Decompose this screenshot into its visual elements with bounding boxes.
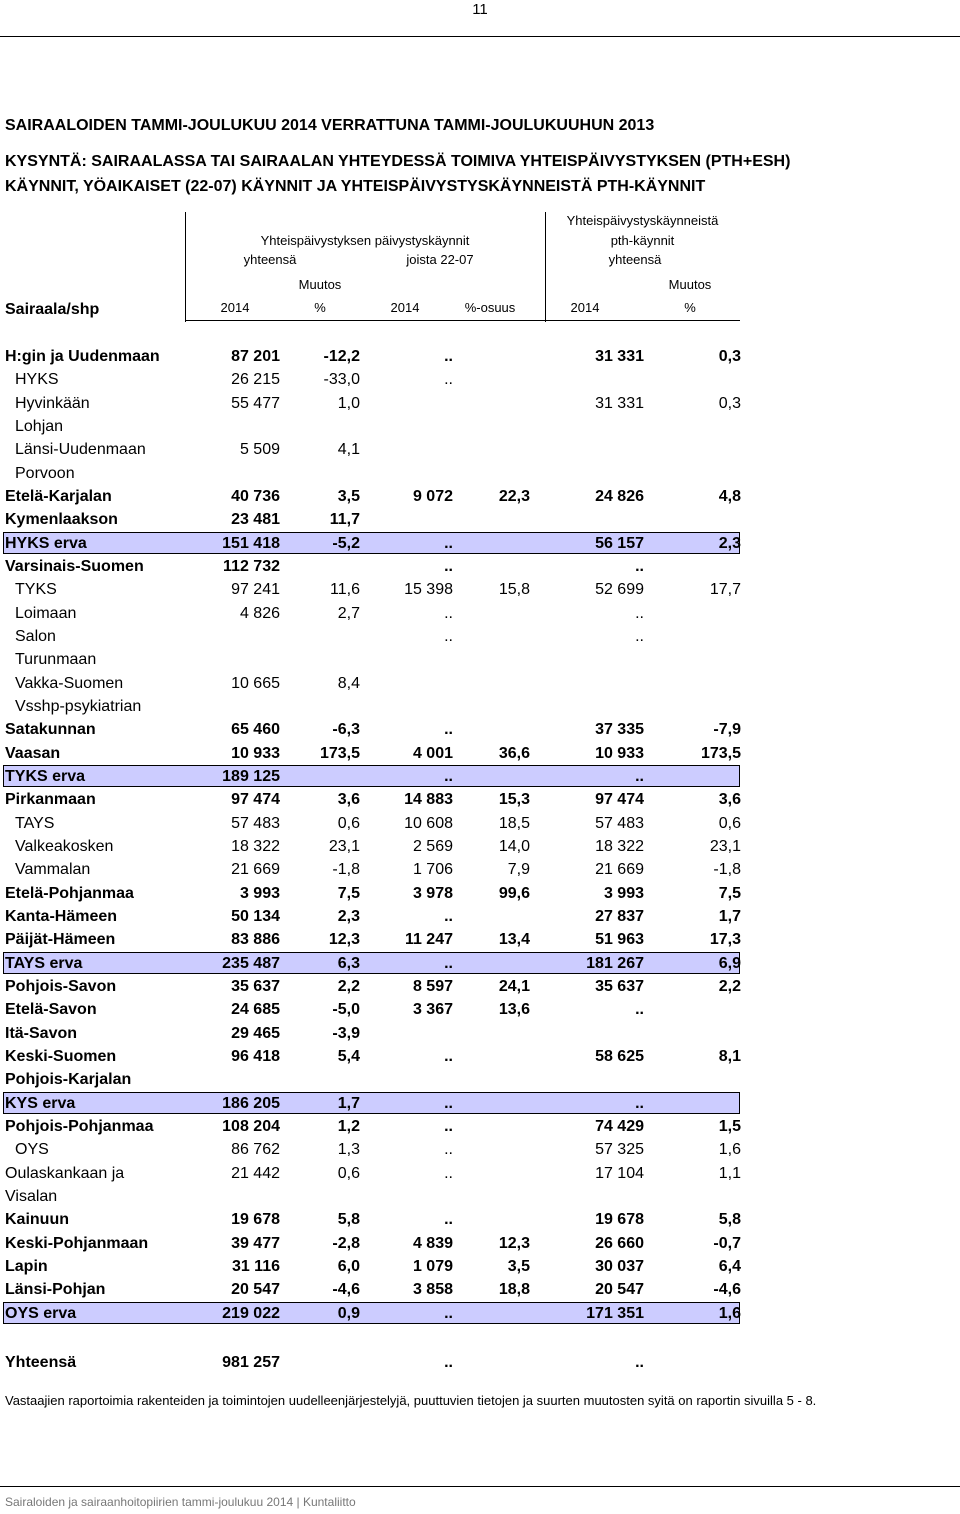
table-row — [0, 812, 960, 835]
row-name: Itä-Savon — [5, 1024, 78, 1042]
table-row — [0, 392, 960, 415]
table-row — [0, 485, 960, 508]
cell-v3: 3 858 — [412, 1281, 453, 1299]
cell-v2: 3,6 — [337, 791, 360, 809]
cell-v2: 1,3 — [337, 1141, 360, 1159]
header-underline-group2 — [545, 320, 740, 321]
table-row — [0, 742, 960, 765]
cell-v4: 18,8 — [498, 1281, 530, 1299]
cell-v3: .. — [444, 954, 453, 972]
cell-v2: 2,3 — [337, 907, 360, 925]
cell-v1: 19 678 — [231, 1211, 280, 1229]
row-name: Varsinais-Suomen — [5, 557, 144, 575]
table-row — [0, 625, 960, 648]
cell-v5: 10 933 — [595, 744, 644, 762]
cell-v5: 19 678 — [595, 1211, 644, 1229]
cell-v4: 13,6 — [498, 1001, 530, 1019]
cell-v2: 2,2 — [337, 977, 360, 995]
cell-v6: 2,3 — [718, 534, 741, 552]
cell-v2: 0,6 — [337, 814, 360, 832]
row-name: KYS erva — [5, 1094, 76, 1112]
cell-v1: 57 483 — [231, 814, 280, 832]
col-header-pct-a: % — [314, 300, 326, 315]
cell-v3: .. — [444, 348, 453, 365]
cell-v3: 15 398 — [404, 581, 453, 599]
table-row — [0, 788, 960, 811]
table-row — [0, 1045, 960, 1068]
row-name: Päijät-Hämeen — [5, 931, 116, 949]
cell-v4: 3,5 — [507, 1257, 530, 1275]
table-row-subtotal — [0, 1092, 960, 1115]
report-subtitle-line2: KÄYNNIT, YÖAIKAISET (22-07) KÄYNNIT JA YHTEISPÄIVYSTYSKÄYNNEISTÄ PTH-KÄYNNIT — [5, 178, 706, 195]
cell-v1: 108 204 — [222, 1117, 280, 1135]
row-name: Kainuun — [5, 1211, 69, 1229]
cell-v3: 9 072 — [412, 487, 453, 505]
cell-v4: 24,1 — [498, 977, 530, 995]
cell-v5: 51 963 — [595, 931, 644, 949]
cell-v5: 24 826 — [595, 487, 644, 505]
cell-v1: 981 257 — [222, 1354, 280, 1371]
cell-v2: -3,9 — [332, 1024, 360, 1042]
cell-v3: .. — [444, 604, 453, 622]
report-subtitle-line1: KYSYNTÄ: SAIRAALASSA TAI SAIRAALAN YHTEYDESSÄ TOIMIVA YHTEISPÄIVYSTYKSEN (PTH+ESH) — [5, 153, 791, 170]
table-row — [0, 578, 960, 601]
row-name: Etelä-Savon — [5, 1001, 97, 1019]
cell-v3: .. — [444, 557, 453, 575]
cell-v4: 36,6 — [498, 744, 530, 762]
row-name: HYKS erva — [5, 534, 87, 552]
cell-v1: 29 465 — [231, 1024, 280, 1042]
table-row — [0, 672, 960, 695]
table-row-subtotal — [0, 765, 960, 788]
cell-v5: .. — [635, 767, 644, 785]
cell-v4: 18,5 — [498, 814, 530, 832]
header-rule — [0, 36, 960, 37]
cell-v2: 1,2 — [337, 1117, 360, 1135]
cell-v5: .. — [635, 627, 644, 645]
cell-v3: 4 839 — [412, 1234, 453, 1252]
cell-v3: .. — [444, 371, 453, 389]
cell-v1: 10 665 — [231, 674, 280, 692]
cell-v6: 3,6 — [718, 791, 741, 809]
cell-v6: 7,5 — [718, 884, 741, 902]
cell-v5: 3 993 — [603, 884, 644, 902]
group1-title: Yhteispäivystyksen päivystyskäynnit — [260, 233, 470, 248]
cell-v6: 5,8 — [718, 1211, 741, 1229]
cell-v6: 4,8 — [718, 487, 741, 505]
cell-v1: 5 509 — [239, 441, 280, 459]
cell-v2: 3,5 — [337, 487, 360, 505]
cell-v6: 23,1 — [709, 837, 741, 855]
cell-v6: 17,7 — [709, 581, 741, 599]
cell-v6: 6,9 — [718, 954, 741, 972]
table-row — [0, 602, 960, 625]
cell-v6: 1,5 — [718, 1117, 741, 1135]
table-row — [0, 1255, 960, 1278]
cell-v4: 15,3 — [498, 791, 530, 809]
cell-v5: 52 699 — [595, 581, 644, 599]
cell-v3: 10 608 — [404, 814, 453, 832]
cell-v5: 30 037 — [595, 1257, 644, 1275]
cell-v5: .. — [635, 604, 644, 622]
cell-v3: .. — [444, 1047, 453, 1065]
table-row-subtotal — [0, 532, 960, 555]
table-row — [0, 648, 960, 671]
cell-v3: .. — [444, 534, 453, 552]
cell-v3: .. — [444, 721, 453, 739]
cell-v1: 31 116 — [231, 1257, 280, 1275]
cell-v2: 0,6 — [337, 1164, 360, 1182]
cell-v1: 24 685 — [231, 1001, 280, 1019]
cell-v3: 1 706 — [412, 861, 453, 879]
cell-v1: 3 993 — [239, 884, 280, 902]
row-name: Porvoon — [15, 464, 75, 482]
cell-v5: 20 547 — [595, 1281, 644, 1299]
cell-v5: 17 104 — [595, 1164, 644, 1182]
table-row — [0, 928, 960, 951]
cell-v1: 10 933 — [231, 744, 280, 762]
row-name: Keski-Suomen — [5, 1047, 117, 1065]
cell-v5: 18 322 — [595, 837, 644, 855]
cell-v1: 26 215 — [231, 371, 280, 389]
cell-v3: .. — [444, 1117, 453, 1135]
cell-v4: 12,3 — [498, 1234, 530, 1252]
cell-v3: 11 247 — [404, 931, 453, 949]
table-row — [0, 1162, 960, 1185]
cell-v2: -33,0 — [323, 371, 360, 389]
row-name: Vsshp-psykiatrian — [15, 697, 142, 715]
cell-v1: 87 201 — [231, 348, 280, 365]
cell-v2: 23,1 — [328, 837, 360, 855]
header-divider-left — [185, 212, 186, 322]
group2-sub-total: yhteensä — [608, 252, 662, 267]
table-row — [0, 462, 960, 485]
cell-v3: 3 367 — [412, 1001, 453, 1019]
cell-v3: .. — [444, 1164, 453, 1182]
cell-v5: 35 637 — [595, 977, 644, 995]
cell-v1: 4 826 — [239, 604, 280, 622]
cell-v5: 171 351 — [586, 1304, 644, 1322]
row-label-header: Sairaala/shp — [5, 301, 100, 318]
cell-v2: 12,3 — [328, 931, 360, 949]
table-row — [0, 975, 960, 998]
row-name: Lapin — [5, 1257, 48, 1275]
table-row — [0, 858, 960, 881]
group2-title-line2: pth-käynnit — [610, 233, 675, 248]
cell-v4: 22,3 — [498, 487, 530, 505]
cell-v1: 112 732 — [223, 557, 280, 575]
cell-v6: 0,3 — [718, 348, 741, 365]
cell-v5: .. — [635, 1094, 644, 1112]
cell-v2: 0,9 — [337, 1304, 360, 1322]
cell-v3: 4 001 — [412, 744, 453, 762]
cell-v1: 50 134 — [231, 907, 280, 925]
row-name: Oulaskankaan ja — [5, 1164, 125, 1182]
table-row — [0, 1115, 960, 1138]
table-row — [0, 1022, 960, 1045]
cell-v3: .. — [444, 1094, 453, 1112]
footnote: Vastaajien raportoimia rakenteiden ja toimintojen uudelleenjärjestelyjä, puuttuvien tietojen ja suurten muutosten syitä on raportin sivuilla 5 - 8. — [5, 1393, 817, 1408]
cell-v1: 23 481 — [231, 511, 280, 529]
cell-v3: 1 079 — [412, 1257, 453, 1275]
row-name: TAYS erva — [5, 954, 83, 972]
cell-v3: .. — [444, 627, 453, 645]
group1-sub-total: yhteensä — [243, 252, 297, 267]
cell-v4: 13,4 — [498, 931, 530, 949]
cell-v6: -7,9 — [713, 721, 741, 739]
cell-v5: 21 669 — [595, 861, 644, 879]
cell-v3: .. — [444, 1304, 453, 1322]
table-row — [0, 905, 960, 928]
muutos-label-2: Muutos — [668, 277, 712, 292]
cell-v2: -6,3 — [332, 721, 360, 739]
row-name: TAYS — [15, 814, 55, 832]
row-name: Pirkanmaan — [5, 791, 96, 809]
cell-v6: 1,1 — [718, 1164, 741, 1182]
table-row — [0, 1138, 960, 1161]
cell-v5: 57 325 — [595, 1141, 644, 1159]
row-name: Loimaan — [15, 604, 77, 622]
row-name: Pohjois-Savon — [5, 977, 117, 995]
cell-v5: .. — [635, 1354, 644, 1371]
cell-v1: 18 322 — [231, 837, 280, 855]
cell-v1: 39 477 — [231, 1234, 280, 1252]
cell-v2: 8,4 — [337, 674, 360, 692]
cell-v5: .. — [635, 557, 644, 575]
cell-v1: 21 669 — [231, 861, 280, 879]
row-name: Kanta-Hämeen — [5, 907, 118, 925]
cell-v3: .. — [444, 1141, 453, 1159]
cell-v6: 0,6 — [718, 814, 741, 832]
cell-v3: 14 883 — [404, 791, 453, 809]
cell-v1: 96 418 — [231, 1047, 280, 1065]
cell-v5: 74 429 — [595, 1117, 644, 1135]
row-name: TYKS erva — [5, 767, 86, 785]
row-name: Hyvinkään — [15, 394, 90, 412]
row-name: H:gin ja Uudenmaan — [5, 348, 160, 365]
group1-sub-night: joista 22-07 — [406, 252, 474, 267]
row-name: OYS erva — [5, 1304, 77, 1322]
cell-v5: 26 660 — [595, 1234, 644, 1252]
col-header-2014-b: 2014 — [390, 300, 420, 315]
cell-v6: 1,6 — [718, 1304, 741, 1322]
row-name: Vammalan — [15, 861, 91, 879]
cell-v5: 57 483 — [595, 814, 644, 832]
cell-v6: 1,7 — [718, 907, 741, 925]
cell-v1: 21 442 — [231, 1164, 280, 1182]
cell-v2: -12,2 — [323, 348, 360, 365]
cell-v1: 189 125 — [222, 767, 280, 785]
cell-v1: 235 487 — [222, 954, 280, 972]
cell-v3: 3 978 — [412, 884, 453, 902]
cell-v2: 5,8 — [337, 1211, 360, 1229]
cell-v3: .. — [444, 907, 453, 925]
table-row — [0, 998, 960, 1021]
cell-v5: 31 331 — [595, 348, 644, 365]
cell-v2: 4,1 — [337, 441, 360, 459]
cell-v5: 31 331 — [595, 394, 644, 412]
table-row — [0, 1208, 960, 1231]
cell-v1: 151 418 — [222, 534, 280, 552]
page-number: 11 — [472, 1, 488, 18]
table-row — [0, 1068, 960, 1091]
cell-v6: 17,3 — [709, 931, 741, 949]
cell-v1: 55 477 — [231, 394, 280, 412]
cell-v1: 97 474 — [231, 791, 280, 809]
footer-rule — [0, 1486, 960, 1487]
cell-v6: 0,3 — [718, 394, 741, 412]
row-name: Valkeakosken — [15, 837, 114, 855]
erva-highlight-band — [3, 1092, 740, 1114]
row-name: Pohjois-Karjalan — [5, 1071, 132, 1089]
muutos-label-1: Muutos — [298, 277, 342, 292]
table-row — [0, 1278, 960, 1301]
cell-v1: 65 460 — [231, 721, 280, 739]
cell-v3: .. — [444, 1354, 453, 1371]
cell-v2: 2,7 — [337, 604, 360, 622]
row-name: Länsi-Pohjan — [5, 1281, 106, 1299]
row-name: Vakka-Suomen — [15, 674, 124, 692]
report-title: SAIRAALOIDEN TAMMI-JOULUKUU 2014 VERRATTUNA TAMMI-JOULUKUUHUN 2013 — [5, 117, 655, 134]
cell-v2: -5,2 — [332, 534, 360, 552]
row-name: Lohjan — [15, 417, 64, 435]
cell-v1: 219 022 — [222, 1304, 280, 1322]
cell-v2: -1,8 — [332, 861, 360, 879]
row-name: Turunmaan — [15, 651, 97, 669]
cell-v4: 15,8 — [498, 581, 530, 599]
header-underline-group1 — [185, 320, 545, 321]
cell-v5: 97 474 — [595, 791, 644, 809]
table-row — [0, 345, 960, 368]
erva-highlight-band — [3, 765, 740, 787]
row-name: Pohjois-Pohjanmaa — [5, 1117, 154, 1135]
row-name: Vaasan — [5, 744, 61, 762]
cell-v2: 1,7 — [337, 1094, 360, 1112]
row-name: OYS — [15, 1141, 49, 1159]
cell-v3: 8 597 — [412, 977, 453, 995]
cell-v6: 6,4 — [718, 1257, 741, 1275]
cell-v4: 14,0 — [498, 837, 530, 855]
cell-v1: 40 736 — [231, 487, 280, 505]
table-row — [0, 368, 960, 391]
cell-v4: 99,6 — [498, 884, 530, 902]
row-name: Yhteensä — [5, 1354, 77, 1371]
cell-v2: 11,7 — [329, 511, 360, 529]
table-row-subtotal — [0, 952, 960, 975]
row-name: Länsi-Uudenmaan — [15, 441, 146, 459]
col-header-2014-c: 2014 — [570, 300, 600, 315]
cell-v5: .. — [635, 1001, 644, 1019]
cell-v2: 6,3 — [337, 954, 360, 972]
cell-v1: 83 886 — [231, 931, 280, 949]
table-row — [0, 1185, 960, 1208]
row-name: Kymenlaakson — [5, 511, 118, 529]
cell-v1: 186 205 — [222, 1094, 280, 1112]
cell-v1: 97 241 — [231, 581, 280, 599]
cell-v2: 1,0 — [337, 394, 360, 412]
cell-v6: -4,6 — [713, 1281, 741, 1299]
cell-v6: 173,5 — [700, 744, 741, 762]
cell-v6: 8,1 — [718, 1047, 741, 1065]
table-row — [0, 718, 960, 741]
cell-v3: .. — [444, 1211, 453, 1229]
col-header-2014-a: 2014 — [220, 300, 250, 315]
cell-v2: 7,5 — [337, 884, 360, 902]
row-name: Keski-Pohjanmaan — [5, 1234, 149, 1252]
table-row-subtotal — [0, 1302, 960, 1325]
cell-v2: -2,8 — [332, 1234, 360, 1252]
cell-v2: 11,6 — [330, 581, 360, 599]
cell-v5: 181 267 — [586, 954, 644, 972]
cell-v1: 20 547 — [231, 1281, 280, 1299]
cell-v4: 7,9 — [507, 861, 530, 879]
cell-v1: 86 762 — [231, 1141, 280, 1159]
cell-v5: 56 157 — [595, 534, 644, 552]
row-name: HYKS — [15, 371, 59, 389]
row-name: Etelä-Karjalan — [5, 487, 112, 505]
cell-v2: -4,6 — [332, 1281, 360, 1299]
cell-v2: 173,5 — [319, 744, 360, 762]
table-row — [0, 695, 960, 718]
page-footer: Sairaloiden ja sairaanhoitopiirien tammi-joulukuu 2014 | Kuntaliitto — [5, 1495, 356, 1509]
cell-v6: 2,2 — [718, 977, 741, 995]
cell-v1: 35 637 — [231, 977, 280, 995]
table-row — [0, 415, 960, 438]
cell-v3: 2 569 — [412, 837, 453, 855]
table-row — [0, 508, 960, 531]
cell-v2: -5,0 — [332, 1001, 360, 1019]
group2-title-line1: Yhteispäivystyskäynneistä — [566, 213, 719, 228]
cell-v6: -1,8 — [713, 861, 741, 879]
row-name: Etelä-Pohjanmaa — [5, 884, 134, 902]
table-row — [0, 1232, 960, 1255]
cell-v6: -0,7 — [713, 1234, 741, 1252]
cell-v5: 27 837 — [595, 907, 644, 925]
cell-v2: 6,0 — [337, 1257, 360, 1275]
table-row — [0, 555, 960, 578]
col-header-osuus: %-osuus — [464, 300, 516, 315]
cell-v2: 5,4 — [337, 1047, 360, 1065]
row-name: Visalan — [5, 1187, 58, 1205]
table-row-subtotal — [0, 1351, 960, 1374]
table-row — [0, 438, 960, 461]
row-name: TYKS — [15, 581, 57, 599]
row-name: Salon — [15, 627, 56, 645]
cell-v5: 58 625 — [595, 1047, 644, 1065]
col-header-pct-c: % — [684, 300, 696, 315]
cell-v5: 37 335 — [595, 721, 644, 739]
cell-v6: 1,6 — [718, 1141, 741, 1159]
table-row — [0, 835, 960, 858]
table-row — [0, 882, 960, 905]
row-name: Satakunnan — [5, 721, 96, 739]
cell-v3: .. — [444, 767, 453, 785]
